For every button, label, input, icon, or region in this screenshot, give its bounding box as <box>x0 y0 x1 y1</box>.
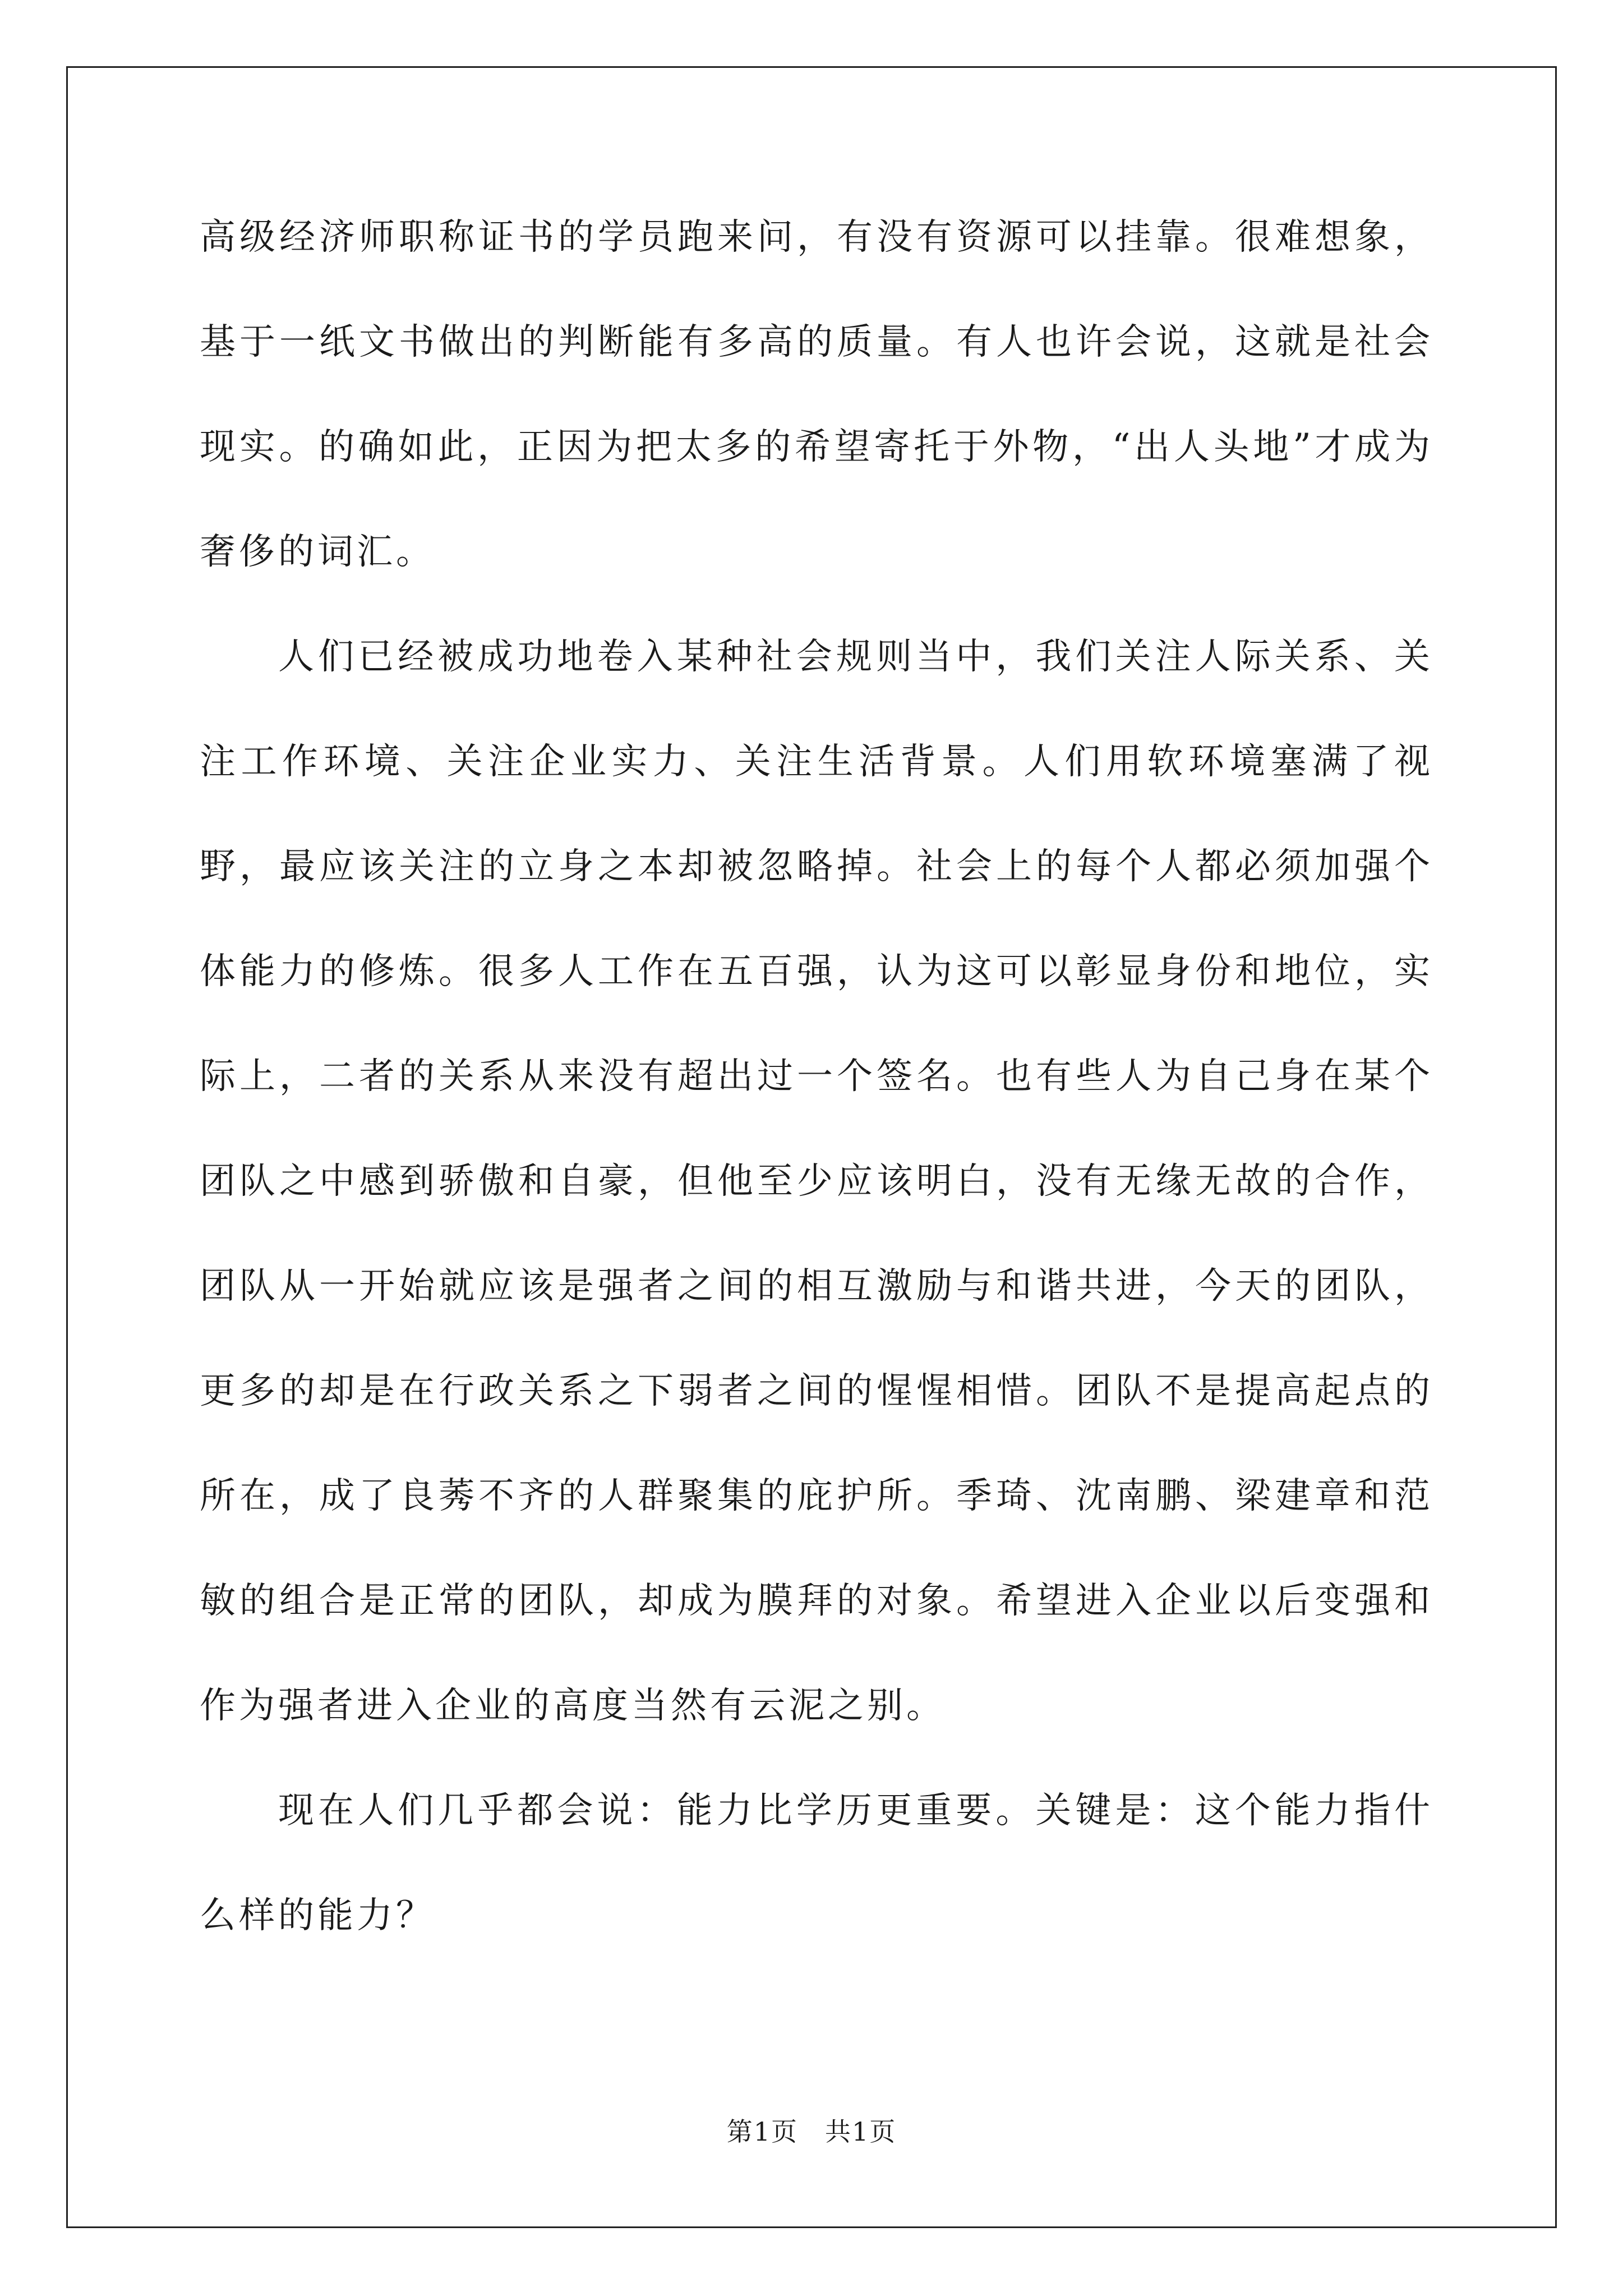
paragraph-3: 现在人们几乎都会说：能力比学历更重要。关键是：这个能力指什么样的能力？ <box>200 1790 1433 1936</box>
page-number-footer: 第1页 共1页 <box>726 2116 897 2147</box>
paragraph-1: 高级经济师职称证书的学员跑来问，有没有资源可以挂靠。很难想象，基于一纸文书做出的判断能有多高的质量。有人也许会说，这就是社会现实。的确如此，正因为把太多的希望寄托于外物，“出人头地”才成为奢侈的词汇。 <box>200 217 1433 573</box>
paragraph-2: 人们已经被成功地卷入某种社会规则当中，我们关注人际关系、关注工作环境、关注企业实力、关注生活背景。人们用软环境塞满了视野，最应该关注的立身之本却被忽略掉。社会上的每个人都必须加强个体能力的修炼。很多人工作在五百强，认为这可以彰显身份和地位，实际上，二者的关系从来没有超出过一个签名。也有些人为自己身在某个团队之中感到骄傲和自豪，但他至少应该明白，没有无缘无故的合作，团队从一开始就应该是强者之间的相互激励与和谐共进，今天的团队，更多的却是在行政关系之下弱者之间的惺惺相惜。团队不是提高起点的所在，成了良莠不齐的人群聚集的庇护所。季琦、沈南鹏、梁建章和范敏的组合是正常的团队，却成为膜拜的对象。希望进入企业以后变强和作为强者进入企业的高度当然有云泥之别。 <box>200 636 1433 1727</box>
document-body <box>200 185 1433 1968</box>
